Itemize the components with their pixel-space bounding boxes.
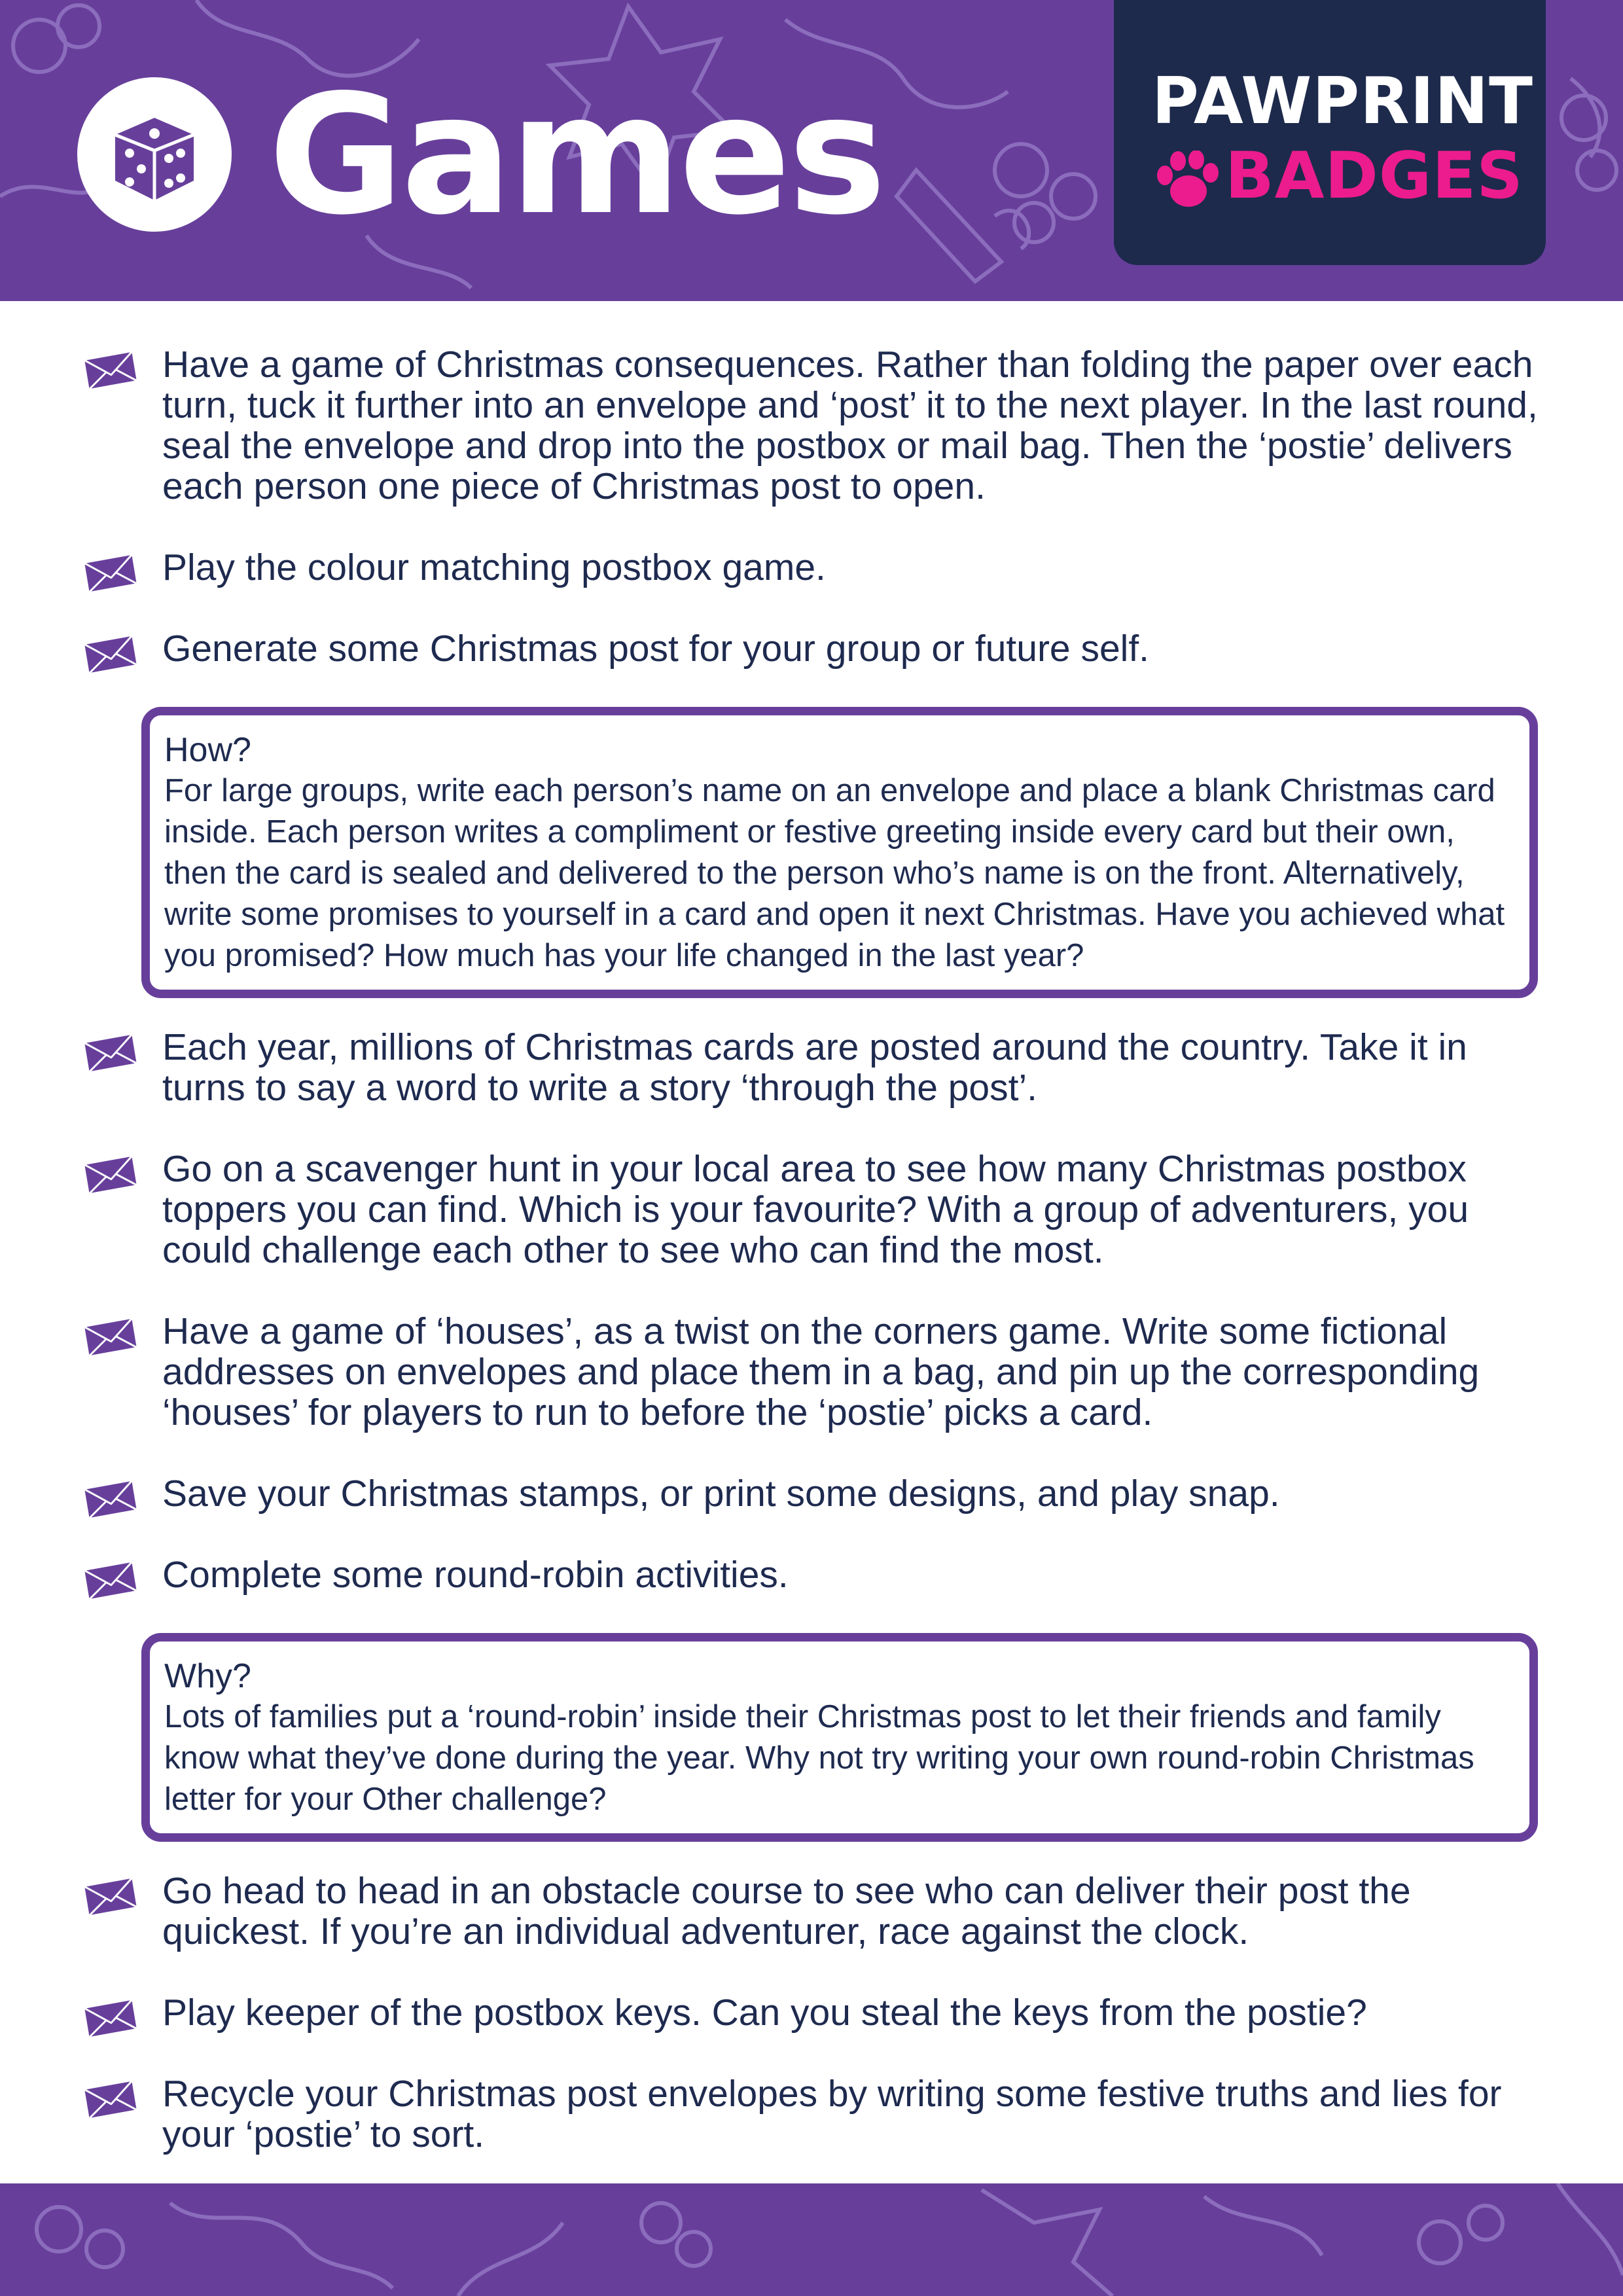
game-list — [79, 344, 1538, 2155]
list-item-text: Generate some Christmas post for your group or future self. — [162, 628, 1149, 670]
list-item — [79, 344, 1538, 507]
list-item — [79, 1992, 1538, 2033]
logo-text-pawprint: PAWPRINT — [1152, 64, 1533, 139]
dice-icon — [77, 77, 232, 232]
how-box-text: For large groups, write each person’s name on an envelope and place a blank Christmas card inside. Each person writes a compliment or festive greeting inside every card but their own, then the card is sealed and delivered to the person who’s name is on the front. Alternatively, write some promises to yourself in a card and open it next Christmas. Have you achieved what you promised? How much has your life changed in the last year? — [164, 773, 1505, 973]
list-item — [79, 1554, 1538, 1595]
envelope-icon — [79, 551, 141, 596]
paw-icon — [1154, 151, 1220, 211]
list-item-text: Save your Christmas stamps, or print some designs, and play snap. — [162, 1473, 1280, 1515]
envelope-icon — [79, 1031, 141, 1075]
list-item-text: Each year, millions of Christmas cards are posted around the country. Take it in turns to say a word to write a story ‘through the post’. — [162, 1026, 1467, 1109]
page-title: Games — [268, 60, 884, 251]
pawprint-badges-logo — [1114, 0, 1546, 265]
envelope-icon — [79, 1996, 141, 2041]
list-item-text: Complete some round-robin activities. — [162, 1554, 789, 1596]
why-box-title: Why? — [164, 1657, 251, 1695]
envelope-icon — [79, 348, 141, 393]
envelope-icon — [79, 1477, 141, 1522]
list-item — [79, 1149, 1538, 1270]
list-item-text: Play the colour matching postbox game. — [162, 547, 826, 588]
dice-badge — [77, 77, 232, 232]
list-item-text: Play keeper of the postbox keys. Can you steal the keys from the postie? — [162, 1992, 1367, 2034]
footer-banner — [0, 2183, 1623, 2296]
envelope-icon — [79, 1315, 141, 1359]
envelope-icon — [79, 2077, 141, 2122]
list-item — [79, 547, 1538, 588]
envelope-icon — [79, 1153, 141, 1197]
header-banner — [0, 0, 1623, 301]
list-item — [79, 1473, 1538, 1514]
list-item — [79, 1311, 1538, 1433]
logo-text-badges: BADGES — [1225, 139, 1524, 213]
holly-pattern — [0, 2183, 1623, 2296]
envelope-icon — [79, 1874, 141, 1919]
envelope-icon — [79, 632, 141, 677]
why-box-text: Lots of families put a ‘round-robin’ inside their Christmas post to let their friends and family know what they’ve done during the year. Why not try writing your own round-robin Christmas letter for your Other challenge? — [164, 1699, 1474, 1817]
list-item — [79, 628, 1538, 669]
why-info-box — [141, 1633, 1538, 1842]
list-item-text: Go head to head in an obstacle course to see who can deliver their post the quickest. If you’re an individual adventurer, race against the clock. — [162, 1870, 1411, 1952]
list-item-text: Have a game of Christmas consequences. Rather than folding the paper over each turn, tuck it further into an envelope and ‘post’ it to the next player. In the last round, seal the envelope and drop into the postbox or mail bag. Then the ‘postie’ delivers each person one piece of Christmas post to open. — [162, 344, 1538, 507]
list-item-text: Recycle your Christmas post envelopes by writing some festive truths and lies for your ‘postie’ to sort. — [162, 2073, 1502, 2155]
how-box-title: How? — [164, 731, 251, 769]
list-item-text: Have a game of ‘houses’, as a twist on the corners game. Write some fictional addresses on envelopes and place them in a bag, and pin up the corresponding ‘houses’ for players to run to before the ‘postie’ picks a card. — [162, 1310, 1480, 1433]
envelope-icon — [79, 1558, 141, 1603]
list-item — [79, 1871, 1538, 1952]
list-item-text: Go on a scavenger hunt in your local area to see how many Christmas postbox toppers you can find. Which is your favourite? With a group of adventurers, you could challenge each other to see who can find the most. — [162, 1148, 1469, 1271]
list-item — [79, 2073, 1538, 2155]
how-info-box — [141, 707, 1538, 998]
list-item — [79, 1027, 1538, 1108]
